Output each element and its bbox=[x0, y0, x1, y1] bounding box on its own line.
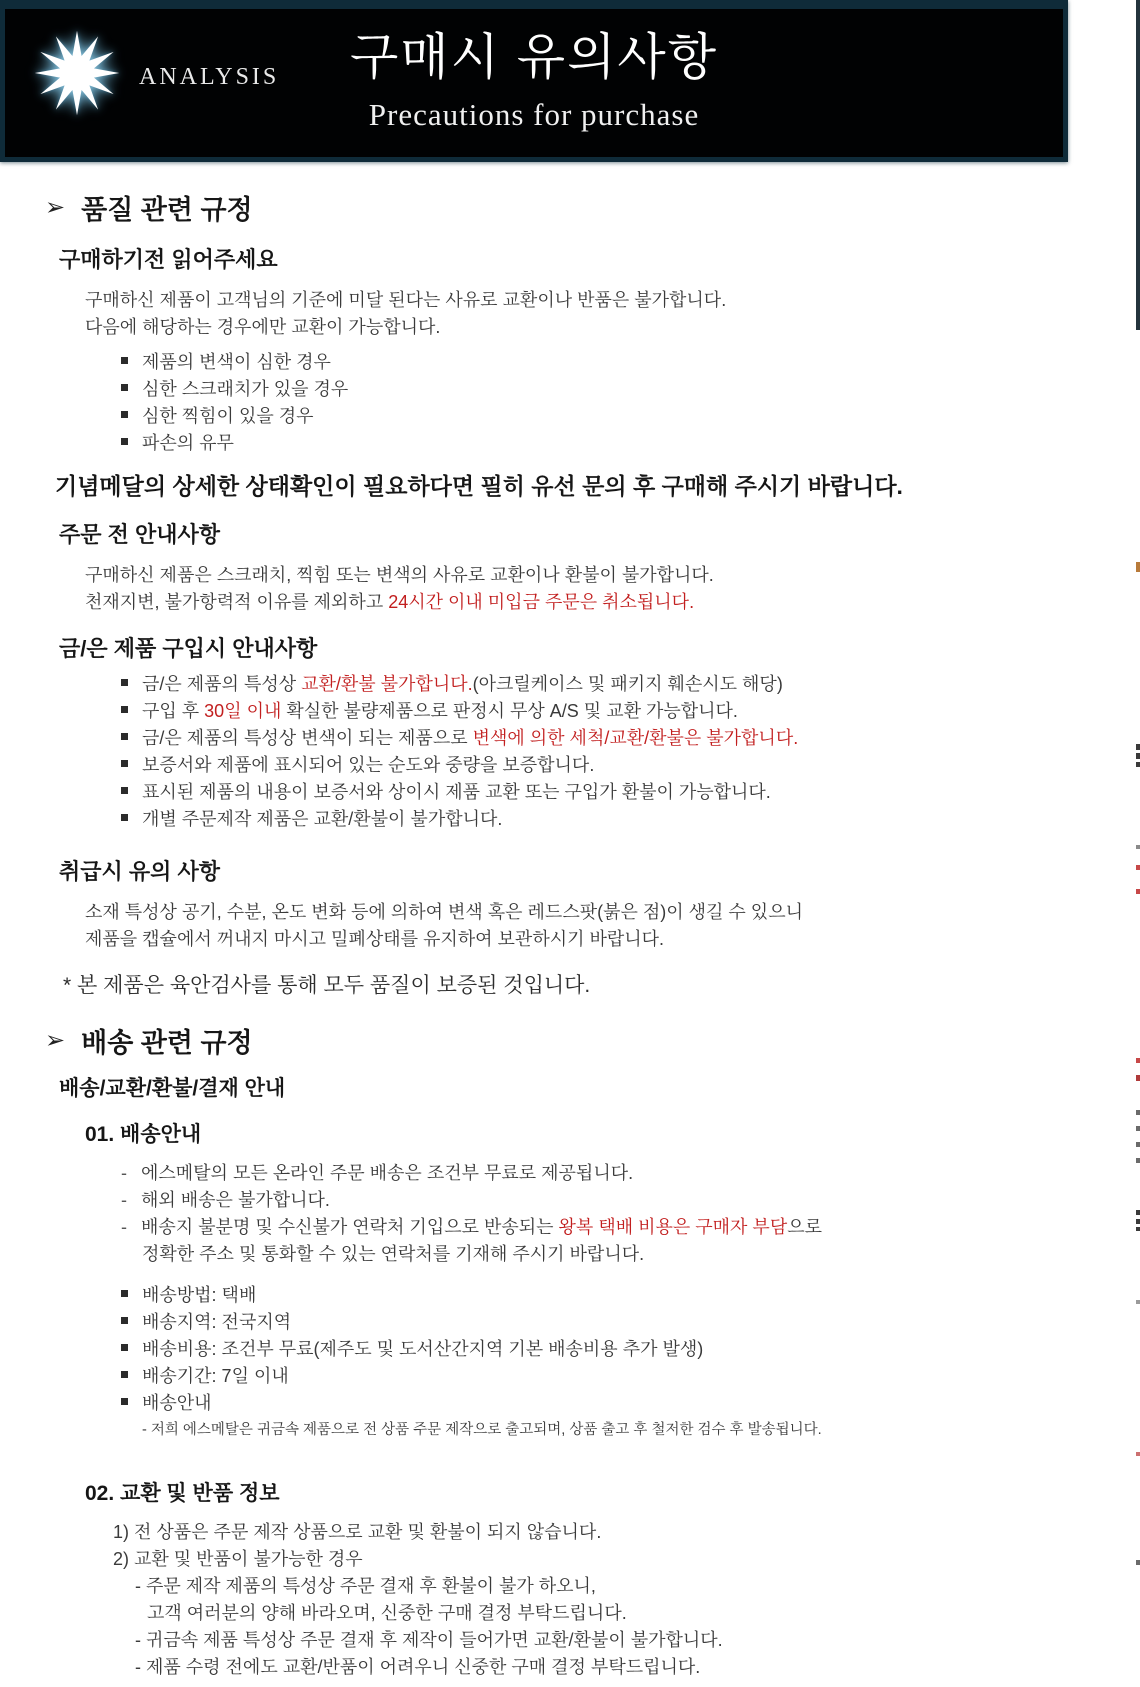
list-item bbox=[121, 725, 1120, 752]
exchange-condition-list bbox=[121, 349, 1120, 457]
list-item bbox=[121, 1336, 1120, 1363]
text-segment: 구입 후 bbox=[142, 701, 205, 721]
list-item-text: 심한 찍힘이 있을 경우 bbox=[142, 406, 314, 426]
arrow-bullet-icon: ➢ bbox=[45, 194, 66, 221]
square-bullet-icon bbox=[121, 411, 128, 418]
returns-list bbox=[113, 1519, 1120, 1681]
square-bullet-icon bbox=[121, 814, 128, 821]
list-item bbox=[121, 752, 1120, 779]
list-item bbox=[121, 376, 1120, 403]
list-item-text bbox=[142, 725, 798, 752]
square-bullet-icon bbox=[121, 706, 128, 713]
header-titles bbox=[5, 17, 1063, 133]
text-line: 소재 특성상 공기, 수분, 온도 변화 등에 의하여 변색 혹은 레드스팟(붉은 점)이 생길 수 있으니 bbox=[85, 902, 803, 922]
text-segment: 금/은 제품의 특성상 변색이 되는 제품으로 bbox=[142, 728, 473, 748]
list-item-text: 배송지역: 전국지역 bbox=[142, 1312, 292, 1332]
list-item-text bbox=[142, 698, 738, 725]
list-item bbox=[121, 349, 1120, 376]
list-item bbox=[121, 1390, 1120, 1417]
section-heading-text: 배송 관련 규정 bbox=[81, 1028, 253, 1058]
list-item-text: 배송기간: 7일 이내 bbox=[142, 1366, 289, 1386]
text-segment: 확실한 불량제품으로 판정시 무상 A/S 및 교환 가능합니다. bbox=[281, 701, 738, 721]
list-item bbox=[121, 430, 1120, 457]
list-subitem: - 주문 제작 제품의 특성상 주문 결재 후 환불이 불가 하오니, bbox=[135, 1576, 596, 1596]
header-banner bbox=[0, 0, 1068, 162]
list-item-text bbox=[142, 671, 783, 698]
text-segment: 으로 bbox=[787, 1217, 822, 1237]
list-item bbox=[121, 1282, 1120, 1309]
delivery-dash-list bbox=[121, 1160, 1120, 1268]
arrow-bullet-icon: ➢ bbox=[45, 1027, 66, 1054]
square-bullet-icon bbox=[121, 1290, 128, 1297]
square-bullet-icon bbox=[121, 1398, 128, 1405]
list-item: 2) 교환 및 반품이 불가능한 경우 bbox=[113, 1549, 363, 1569]
list-item-text: 개별 주문제작 제품은 교환/환불이 불가합니다. bbox=[142, 809, 503, 829]
list-item bbox=[121, 806, 1120, 833]
page-subtitle: Precautions for purchase bbox=[368, 97, 700, 132]
square-bullet-icon bbox=[121, 1317, 128, 1324]
delivery-info-list bbox=[121, 1282, 1120, 1417]
paragraph-before-order bbox=[85, 562, 1120, 616]
square-bullet-icon bbox=[121, 384, 128, 391]
list-item-text: 에스메탈의 모든 온라인 주문 배송은 조건부 무료로 제공됩니다. bbox=[141, 1163, 634, 1183]
square-bullet-icon bbox=[121, 357, 128, 364]
gold-silver-list bbox=[121, 671, 1120, 833]
list-item-text: 표시된 제품의 내용이 보증서와 상이시 제품 교환 또는 구입가 환불이 가능합니다. bbox=[142, 782, 771, 802]
square-bullet-icon bbox=[121, 787, 128, 794]
list-item-text: 보증서와 제품에 표시되어 있는 순도와 중량을 보증합니다. bbox=[142, 755, 595, 775]
dash-bullet: - bbox=[121, 1217, 127, 1237]
delivery-note-small: - 저희 에스메탈은 귀금속 제품으로 전 상품 주문 제작으로 출고되며, 상품 출고 후 철저한 검수 후 발송됩니다. bbox=[142, 1422, 822, 1438]
text-line: 구매하신 제품이 고객님의 기준에 미달 된다는 사유로 교환이나 반품은 불가합니다. bbox=[85, 290, 727, 310]
square-bullet-icon bbox=[121, 760, 128, 767]
list-item-continuation: 정확한 주소 및 통화할 수 있는 연락처를 기재해 주시기 바랍니다. bbox=[142, 1244, 645, 1264]
square-bullet-icon bbox=[121, 1371, 128, 1378]
square-bullet-icon bbox=[121, 679, 128, 686]
text-segment: 천재지변, 불가항력적 이유를 제외하고 bbox=[85, 592, 389, 612]
section-heading-shipping bbox=[45, 1021, 1120, 1060]
logo-text: ANALYSIS bbox=[139, 63, 280, 90]
list-subitem: - 귀금속 제품 특성상 주문 결재 후 제작이 들어가면 교환/환불이 불가합니다. bbox=[135, 1630, 723, 1650]
text-line: 구매하신 제품은 스크래치, 찍힘 또는 변색의 사유로 교환이나 환불이 불가합니다. bbox=[85, 565, 714, 585]
subheading-handling: 취급시 유의 사항 bbox=[59, 859, 220, 884]
list-item bbox=[121, 779, 1120, 806]
text-segment: (아크릴케이스 및 패키지 훼손시도 해당) bbox=[472, 674, 783, 694]
text-segment-red: 왕복 택배 비용은 구매자 부담 bbox=[558, 1217, 788, 1237]
list-item-text: 배송비용: 조건부 무료(제주도 및 도서산간지역 기본 배송비용 추가 발생) bbox=[142, 1339, 704, 1359]
list-subitem-continuation: 고객 여러분의 양해 바라오며, 신중한 구매 결정 부탁드립니다. bbox=[147, 1603, 627, 1623]
list-item bbox=[121, 671, 1120, 698]
list-item bbox=[121, 1187, 1120, 1214]
subheading-shipping-guide: 배송/교환/환불/결재 안내 bbox=[59, 1077, 286, 1100]
subheading-gold-silver: 금/은 제품 구입시 안내사항 bbox=[59, 636, 318, 661]
document-body bbox=[0, 188, 1140, 1681]
text-segment: 금/은 제품의 특성상 bbox=[142, 674, 302, 694]
dash-bullet: - bbox=[121, 1163, 127, 1183]
text-segment-red: 24시간 이내 미입금 주문은 취소됩니다. bbox=[388, 592, 695, 612]
subheading-before-order: 주문 전 안내사항 bbox=[59, 522, 220, 547]
square-bullet-icon bbox=[121, 1344, 128, 1351]
text-segment-red: 30일 이내 bbox=[204, 701, 282, 721]
list-item-text bbox=[141, 1214, 822, 1241]
list-item bbox=[121, 1214, 1120, 1241]
list-item-text: 배송안내 bbox=[142, 1393, 212, 1413]
medal-notice: 기념메달의 상세한 상태확인이 필요하다면 필히 유선 문의 후 구매해 주시기 바랍니다. bbox=[55, 473, 903, 499]
list-item bbox=[121, 698, 1120, 725]
list-item-text: 파손의 유무 bbox=[142, 433, 234, 453]
list-subitem: - 제품 수령 전에도 교환/반품이 어려우니 신중한 구매 결정 부탁드립니다. bbox=[135, 1657, 701, 1677]
list-item bbox=[121, 403, 1120, 430]
list-item bbox=[121, 1363, 1120, 1390]
text-line: 제품을 캡슐에서 꺼내지 마시고 밀폐상태를 유지하여 보관하시기 바랍니다. bbox=[85, 929, 665, 949]
page-title: 구매시 유의사항 bbox=[350, 29, 718, 85]
list-item-text: 제품의 변색이 심한 경우 bbox=[142, 352, 331, 372]
section-heading-text: 품질 관련 규정 bbox=[81, 195, 253, 225]
list-item bbox=[121, 1309, 1120, 1336]
list-item-text: 해외 배송은 불가합니다. bbox=[141, 1190, 330, 1210]
section-heading-quality bbox=[45, 188, 1120, 227]
text-segment-red: 교환/환불 불가합니다. bbox=[301, 674, 473, 694]
subheading-01-delivery: 01. 배송안내 bbox=[85, 1123, 202, 1146]
square-bullet-icon bbox=[121, 733, 128, 740]
paragraph-read-first bbox=[85, 287, 1120, 341]
list-item bbox=[121, 1160, 1120, 1187]
text-line: 다음에 해당하는 경우에만 교환이 가능합니다. bbox=[85, 317, 441, 337]
quality-guarantee-note: * 본 제품은 육안검사를 통해 모두 품질이 보증된 것입니다. bbox=[63, 974, 591, 997]
list-item: 1) 전 상품은 주문 제작 상품으로 교환 및 환불이 되지 않습니다. bbox=[113, 1522, 602, 1542]
list-item-text: 심한 스크래치가 있을 경우 bbox=[142, 379, 349, 399]
square-bullet-icon bbox=[121, 438, 128, 445]
subheading-02-returns: 02. 교환 및 반품 정보 bbox=[85, 1482, 280, 1505]
text-segment-red: 변색에 의한 세척/교환/환불은 불가합니다. bbox=[472, 728, 799, 748]
list-item-text: 배송방법: 택배 bbox=[142, 1285, 257, 1305]
subheading-read-first: 구매하기전 읽어주세요 bbox=[59, 247, 278, 272]
paragraph-handling bbox=[85, 899, 1120, 953]
dash-bullet: - bbox=[121, 1190, 127, 1210]
text-segment: 배송지 불분명 및 수신불가 연락처 기입으로 반송되는 bbox=[141, 1217, 559, 1237]
